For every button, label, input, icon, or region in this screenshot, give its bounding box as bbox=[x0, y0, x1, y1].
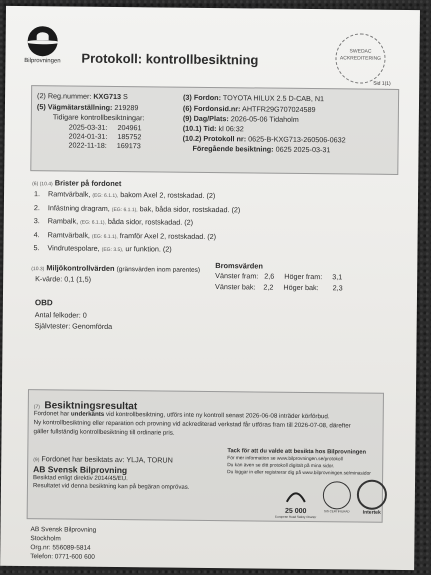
item-code: (EG: 6.1.1), bbox=[80, 219, 106, 227]
brake-hb-value: 2,3 bbox=[332, 283, 343, 293]
document-title: Protokoll: kontrollbesiktning bbox=[81, 50, 259, 68]
seal-text: SWEDAC ACKREDITERING bbox=[339, 48, 382, 62]
item-description: bak, båda sidor, rostskadad. (2) bbox=[139, 203, 241, 214]
vehicle-value: TOYOTA HILUX 2.5 D-CAB, N1 bbox=[222, 93, 325, 104]
intertek-label: Intertek bbox=[362, 509, 381, 516]
item-code: (EG: 6.1.1), bbox=[111, 206, 138, 213]
prev-date: 2024-01-31: bbox=[68, 131, 108, 141]
thanks-text: Tack för att du valde att besikta hos Bilprovningen bbox=[227, 448, 367, 456]
item-code: (EG: 6.1.1), bbox=[92, 192, 119, 200]
k-value: 0,1 (1,5) bbox=[64, 274, 92, 284]
brake-vb-label: Vänster bak: bbox=[215, 282, 256, 292]
intertek-globe-icon bbox=[357, 480, 387, 510]
result-line-2: Ny kontrollbesiktning eller reparation och provning vid ackrediterad verkstad får utföras fram till 2026-07-08, därefter bbox=[33, 419, 351, 430]
info-line-1: För mer information se www.bilprovningen.se/protokoll bbox=[227, 456, 343, 463]
vin-value: AHTFR29G707024589 bbox=[242, 104, 316, 115]
brake-heading-text: Bromsvärden bbox=[215, 261, 264, 271]
obd-self-tests: Självtester: Genomförda bbox=[34, 321, 113, 331]
result-line-3: gäller fullständig kontrollbesiktning till ordinarie pris. bbox=[33, 428, 175, 437]
badge-25000: 25 000 bbox=[284, 507, 307, 516]
protocol-label: (10.2) Protokoll nr: bbox=[182, 133, 247, 144]
defects-heading-text: Brister på fordonet bbox=[54, 178, 122, 189]
vehicle-label: (3) Fordon: bbox=[183, 92, 222, 103]
road-safety-icon bbox=[285, 489, 307, 503]
inspection-protocol-document bbox=[0, 6, 420, 570]
prev-km: 204961 bbox=[117, 123, 142, 133]
item-number: 3. bbox=[33, 216, 40, 226]
inspector-name: YLJA, TORUN bbox=[126, 455, 173, 465]
item-description: framför Axel 2, rostskadad. (2) bbox=[119, 230, 217, 241]
result-company: AB Svensk Bilprovning bbox=[33, 464, 128, 476]
footer-orgnr: Org.nr: 556089-5814 bbox=[30, 544, 91, 552]
prev-date: 2025-03-31: bbox=[68, 122, 108, 132]
item-part: Ramtvärbalk, bbox=[47, 189, 91, 199]
item-number: 5. bbox=[33, 243, 40, 253]
sis-certified-icon bbox=[323, 481, 351, 509]
sis-label: SIS CERTIFIERAD bbox=[323, 509, 350, 514]
sis-badge bbox=[323, 481, 351, 513]
list-item bbox=[33, 244, 240, 260]
emission-note: (gränsvärden inom parentes) bbox=[116, 266, 201, 274]
previous-value: 0625 2025-03-31 bbox=[275, 144, 331, 155]
defects-heading bbox=[32, 178, 121, 188]
item-number: 2. bbox=[33, 202, 40, 212]
brake-heading bbox=[215, 261, 263, 270]
directive-text: Besiktad enligt direktiv 2014/45/EU. bbox=[33, 475, 128, 483]
time-value: kl 06:32 bbox=[218, 124, 244, 134]
reg-label: (2) Reg.nummer: bbox=[37, 91, 92, 101]
brake-hb-label: Höger bak: bbox=[283, 282, 319, 293]
obd-heading: OBD bbox=[34, 298, 53, 308]
k-value-label: K-värde: bbox=[35, 274, 63, 284]
item-part: Ramtvärbalk, bbox=[47, 230, 91, 240]
brake-rear-row bbox=[215, 282, 343, 292]
bilprovningen-logo bbox=[23, 26, 61, 64]
odometer-label: (5) Vägmätarställning: bbox=[36, 102, 113, 112]
prev-inspection-row bbox=[69, 140, 141, 150]
emission-heading bbox=[31, 263, 200, 274]
inspector-row bbox=[33, 454, 173, 464]
footer-phone: Telefon: 0771-600 600 bbox=[30, 553, 95, 561]
odometer-row bbox=[37, 102, 139, 112]
bilprovningen-logo-icon bbox=[27, 26, 57, 56]
item-number: 4. bbox=[33, 229, 40, 239]
item-description: bakom Axel 2, rostskadad. (2) bbox=[120, 190, 216, 201]
obd-error-codes: Antal felkoder: 0 bbox=[34, 310, 87, 320]
badge-25000-sub: European Road Safety Charter bbox=[275, 514, 317, 520]
page-indicator: Sid 1(1) bbox=[373, 80, 391, 87]
brake-front-row bbox=[215, 271, 342, 281]
prev-km: 169173 bbox=[116, 141, 141, 151]
brake-hf-value: 3,1 bbox=[332, 272, 343, 282]
brake-vf-label: Vänster fram: bbox=[215, 271, 259, 281]
swedac-seal-icon bbox=[335, 33, 386, 84]
item-code: (EG: 3.5), bbox=[101, 247, 124, 254]
item-description: ur funktion. (2) bbox=[125, 244, 172, 254]
item-part: Infästning dragram, bbox=[47, 202, 110, 213]
date-place-row bbox=[183, 114, 299, 124]
footer-company: AB Svensk Bilprovning bbox=[30, 526, 97, 534]
reg-number-row bbox=[37, 91, 128, 101]
date-place-label: (9) Dag/Plats: bbox=[182, 113, 229, 124]
intertek-badge bbox=[357, 480, 387, 516]
protocol-number-row bbox=[183, 134, 346, 145]
emission-num: (10.3) bbox=[31, 266, 45, 273]
previous-label: Föregående besiktning: bbox=[192, 143, 274, 154]
reg-value: KXG713 bbox=[93, 91, 122, 102]
vin-row bbox=[183, 104, 316, 114]
inspector-num: (9) bbox=[33, 457, 40, 464]
time-row bbox=[183, 124, 244, 134]
logo-text: Bilprovningen bbox=[24, 58, 61, 65]
brake-vb-value: 2,2 bbox=[263, 282, 274, 292]
previous-inspections-label: Tidigare kontrollbesiktningar: bbox=[52, 112, 145, 123]
item-description: båda sidor, rostskadad. (2) bbox=[107, 217, 194, 227]
result-verdict: underkänts bbox=[70, 410, 105, 418]
time-label: (10.1) Tid: bbox=[182, 123, 217, 134]
previous-inspection-row bbox=[192, 144, 330, 154]
defects-heading-num: (6) (10.4) bbox=[32, 181, 53, 188]
item-part: Vindrutespolare, bbox=[47, 243, 100, 254]
reconsideration-text: Resultatet vid denna besiktning kan på begäran omprövas. bbox=[32, 483, 190, 491]
result-line1-b: vid kontrollbesiktning, utförs inte ny kontroll senast 2026-06-08 inträder körförbud. bbox=[105, 410, 330, 421]
item-code: (EG: 6.1.1), bbox=[91, 233, 118, 240]
reg-suffix: S bbox=[122, 92, 128, 102]
k-value-row bbox=[35, 274, 91, 284]
prev-date: 2022-11-18: bbox=[68, 140, 107, 150]
prev-km: 185752 bbox=[117, 132, 142, 142]
result-title: Besiktningsresultat bbox=[44, 400, 138, 413]
footer bbox=[30, 525, 96, 562]
inspector-label: Fordonet har besiktats av: bbox=[41, 454, 125, 465]
brake-hf-label: Höger fram: bbox=[284, 271, 323, 282]
brake-vf-value: 2,6 bbox=[264, 271, 275, 281]
defects-list bbox=[33, 189, 240, 259]
vin-label: (6) Fordonsid.nr: bbox=[182, 103, 241, 114]
info-line-2: Du kan även se ditt protokoll digitalt på mina sidor. bbox=[227, 463, 335, 470]
odometer-value: 219289 bbox=[114, 102, 139, 113]
road-safety-badge bbox=[273, 489, 319, 519]
emission-label: Miljökontrollvärden bbox=[46, 263, 115, 273]
item-part: Rambalk, bbox=[47, 216, 79, 226]
item-number: 1. bbox=[33, 189, 41, 199]
result-line1-a: Fordonet har bbox=[33, 410, 70, 418]
result-num: (7) bbox=[33, 404, 40, 411]
vehicle-model-row bbox=[183, 93, 324, 103]
protocol-value: 0625-B-KXG713-260506-0632 bbox=[248, 134, 346, 145]
footer-city: Stockholm bbox=[30, 535, 61, 543]
info-line-3: Du loggar in eller registrerar dig på www.bilprovningen.se/minasidor bbox=[227, 470, 371, 477]
date-place-value: 2026-05-06 Tidaholm bbox=[230, 114, 299, 124]
